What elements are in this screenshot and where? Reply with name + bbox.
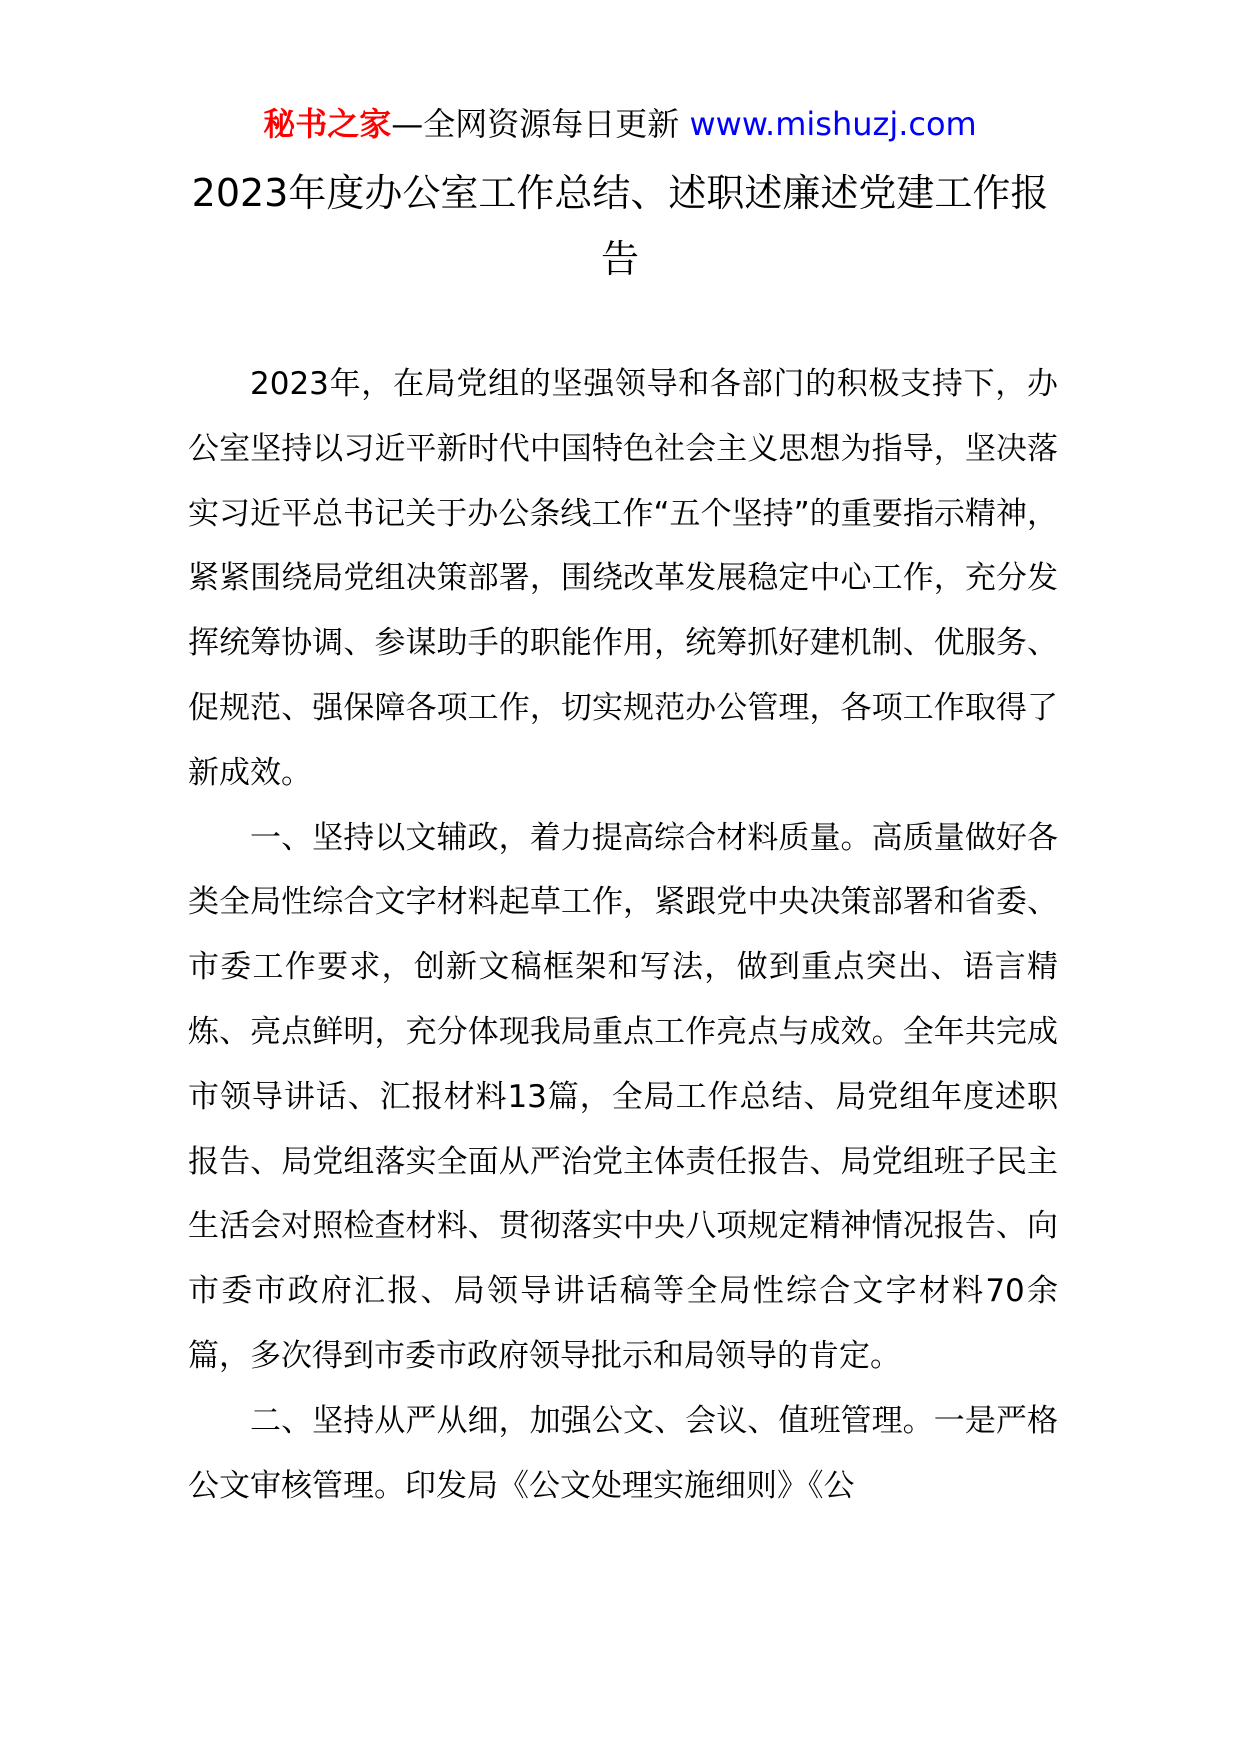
paragraph-section-1 (188, 806, 1058, 1389)
watermark-header (0, 100, 1240, 148)
paragraph-text: 2023年，在局党组的坚强领导和各部门的积极支持下，办公室坚持以习近平新时代中国特色社会主义思想为指导，坚决落实习近平总书记关于办公条线工作“五个坚持”的重要指示精神，紧紧围绕局党组决策部署，围绕改革发展稳定中心工作，充分发挥统筹协调、参谋助手的职能作用，统筹抓好建机制、优服务、促规范、强保障各项工作，切实规范办公管理，各项工作取得了新成效。 (188, 366, 1058, 791)
paragraph-section-2 (188, 1389, 1058, 1519)
paragraph-text: 高质量做好各类全局性综合文字材料起草工作，紧跟党中央决策部署和省委、市委工作要求，创新文稿框架和写法，做到重点突出、语言精炼、亮点鲜明，充分体现我局重点工作亮点与成效。全年共完成市领导讲话、汇报材料13篇，全局工作总结、局党组年度述职报告、局党组落实全面从严治党主体责任报告、局党组班子民主生活会对照检查材料、贯彻落实中央八项规定精神情况报告、向市委市政府汇报、局领导讲话稿等全局性综合文字材料70余篇，多次得到市委市政府领导批示和局领导的肯定。 (188, 819, 1059, 1374)
section-heading: 二、坚持从严从细，加强公文、会议、值班管理。 (250, 1402, 934, 1439)
brand-name: 秘书之家 (263, 105, 392, 143)
brand-tagline: —全网资源每日更新 (391, 105, 690, 143)
document-title: 2023年度办公室工作总结、述职述廉述党建工作报告 (191, 171, 1049, 281)
document-body (188, 352, 1058, 1518)
paragraph-intro (188, 352, 1058, 806)
section-heading: 一、坚持以文辅政，着力提高综合材料质量。 (250, 819, 872, 856)
paragraph-text: 一是严格公文审核管理。印发局《公文处理实施细则》《公 (188, 1402, 1059, 1504)
brand-url[interactable]: www.mishuzj.com (689, 105, 977, 143)
